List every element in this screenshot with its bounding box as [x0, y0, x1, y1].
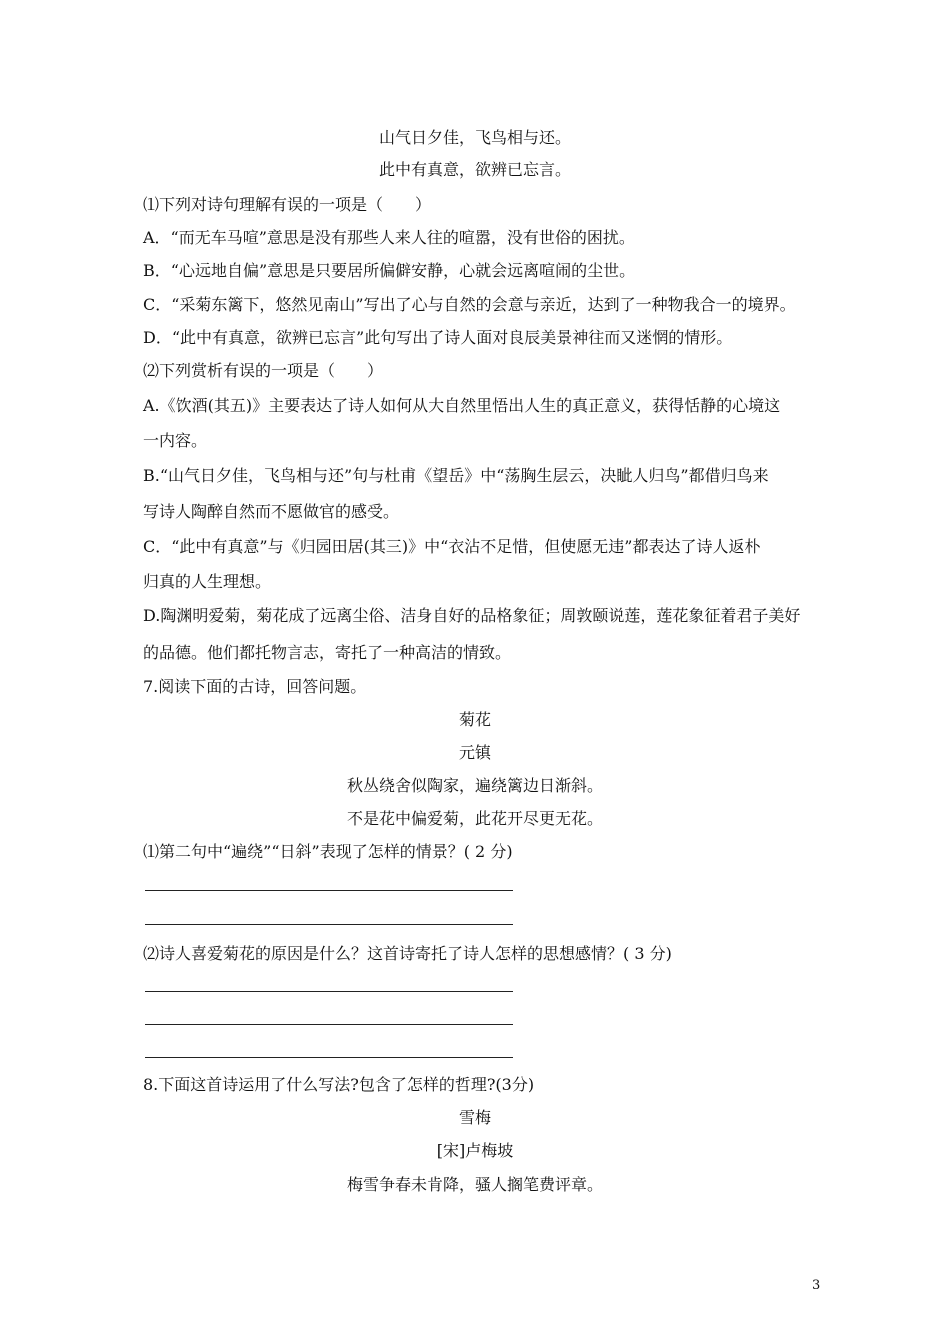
answer-line[interactable]: [145, 890, 513, 891]
poem-title: 菊花: [458, 710, 491, 729]
question-2-line: 归真的人生理想。: [143, 572, 272, 591]
question-2-stem: ⑵下列赏析有误的一项是（ ）: [143, 361, 384, 380]
poem-author: 元镇: [458, 743, 491, 762]
poem-title: 雪梅: [458, 1108, 491, 1127]
question-2-line: B.“山气日夕佳，飞鸟相与还”句与杜甫《望岳》中“荡胸生层云，决眦人归鸟”都借归鸟来: [143, 466, 769, 485]
question-1-option-b: B．“心远地自偏”意思是只要居所偏僻安静，心就会远离喧闹的尘世。: [143, 261, 636, 280]
answer-line[interactable]: [145, 991, 513, 992]
question-2-line: A.《饮酒(其五)》主要表达了诗人如何从大自然里悟出人生的真正意义，获得恬静的心境这: [143, 396, 781, 415]
question-8-stem: 8.下面这首诗运用了什么写法?包含了怎样的哲理?(3分): [143, 1075, 535, 1094]
question-1-option-c: C．“采菊东篱下，悠然见南山”写出了心与自然的会意与亲近，达到了一种物我合一的境界。: [143, 295, 796, 314]
answer-line[interactable]: [145, 1057, 513, 1058]
question-1-stem: ⑴下列对诗句理解有误的一项是（ ）: [143, 195, 432, 214]
question-7-sub-1: ⑴第二句中“遍绕”“日斜”表现了怎样的情景？( 2 分): [143, 842, 513, 861]
poem-author: [宋]卢梅坡: [436, 1141, 514, 1160]
poem-line: 不是花中偏爱菊，此花开尽更无花。: [346, 809, 603, 828]
question-2-line: D.陶渊明爱菊，菊花成了远离尘俗、洁身自好的品格象征；周敦颐说莲，莲花象征着君子美好: [143, 606, 801, 625]
question-2-line: 一内容。: [143, 431, 208, 450]
question-1-option-d: D．“此中有真意，欲辨已忘言”此句写出了诗人面对良辰美景神往而又迷惘的情形。: [143, 328, 733, 347]
poem-line: 山气日夕佳，飞鸟相与还。: [378, 128, 571, 147]
answer-line[interactable]: [145, 924, 513, 925]
question-7-stem: 7.阅读下面的古诗，回答问题。: [143, 677, 367, 696]
poem-line: 梅雪争春未肯降，骚人搁笔费评章。: [346, 1175, 603, 1194]
poem-line: 此中有真意，欲辨已忘言。: [378, 160, 571, 179]
question-2-line: C．“此中有真意”与《归园田居(其三)》中“衣沾不足惜，但使愿无违”都表达了诗人返朴: [143, 537, 761, 556]
page-number: 3: [812, 1278, 821, 1293]
answer-line[interactable]: [145, 1024, 513, 1025]
poem-line: 秋丛绕舍似陶家，遍绕篱边日渐斜。: [346, 776, 603, 795]
question-2-line: 的品德。他们都托物言志，寄托了一种高洁的情致。: [143, 643, 512, 662]
question-1-option-a: A．“而无车马喧”意思是没有那些人来人往的喧嚣，没有世俗的困扰。: [143, 228, 635, 247]
question-7-sub-2: ⑵诗人喜爱菊花的原因是什么？这首诗寄托了诗人怎样的思想感情？( 3 分): [143, 944, 672, 963]
question-2-line: 写诗人陶醉自然而不愿做官的感受。: [143, 502, 400, 521]
